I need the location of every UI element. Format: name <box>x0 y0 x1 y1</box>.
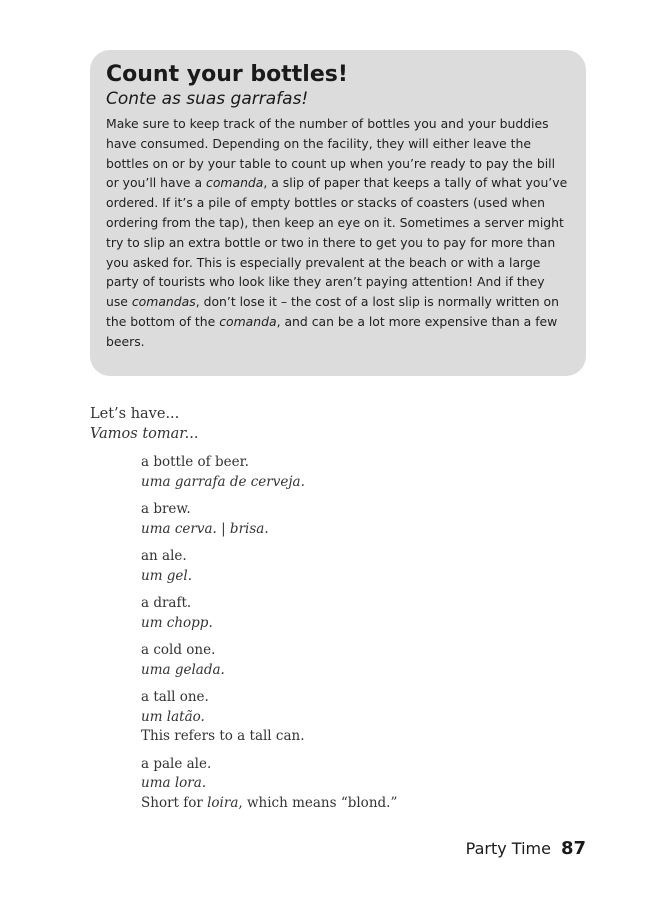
section-title: Party Time <box>465 839 551 858</box>
tip-title: Count your bottles! <box>106 62 348 87</box>
tip-box <box>90 50 586 376</box>
tip-subtitle: Conte as suas garrafas! <box>106 89 309 109</box>
phrase-item <box>141 755 561 814</box>
tip-term-comanda: comanda <box>219 313 277 329</box>
tip-body-text: , don’t lose it – the cost of a lost slip is normally written on the bottom of the <box>106 294 559 329</box>
phrase-portuguese: uma garrafa de cerveja. <box>141 473 305 490</box>
page-footer <box>466 838 586 859</box>
tip-body-text: , and can be a lot more expensive than a few beers. <box>106 313 558 349</box>
phrase-english: a tall one. <box>141 689 209 705</box>
phrase-english: an ale. <box>141 548 187 564</box>
phrase-item <box>141 688 561 747</box>
phrase-intro <box>90 404 198 444</box>
phrase-item <box>141 547 561 586</box>
phrase-item <box>141 453 561 492</box>
note-term: loira <box>207 794 239 811</box>
phrase-item <box>141 500 561 539</box>
tip-body-text: , a slip of paper that keeps a tally of what you’ve ordered. If it’s a pile of empty bottles or stacks of coasters (used when ordering from the tap), then keep an eye on it. Sometimes a server might try to slip an extra bottle or two in there to get you to pay for more than you asked for. This is especially prevalent at the beach or with a large party of tourists who look like they aren’t paying attention! And if they use <box>106 175 568 310</box>
phrase-portuguese: um latão. <box>141 708 205 725</box>
tip-body <box>106 114 570 352</box>
phrase-portuguese: uma lora. <box>141 775 207 791</box>
note-text: Short for <box>141 794 208 811</box>
phrase-portuguese: uma gelada. <box>141 661 225 678</box>
intro-english: Let’s have... <box>90 406 180 422</box>
phrase-item <box>141 641 561 680</box>
phrase-portuguese: um gel. <box>141 567 193 584</box>
phrase-english: a brew. <box>141 501 191 517</box>
page-number: 87 <box>560 838 586 859</box>
phrase-list <box>141 453 561 821</box>
note-text: , which means “blond.” <box>238 794 398 811</box>
phrase-note: This refers to a tall can. <box>141 728 305 744</box>
phrase-note <box>141 794 561 814</box>
phrase-item <box>141 594 561 633</box>
phrase-english: a draft. <box>141 595 192 611</box>
tip-term-comanda: comanda <box>206 175 264 191</box>
phrase-english: a pale ale. <box>141 755 212 772</box>
intro-portuguese: Vamos tomar... <box>90 426 199 442</box>
phrase-portuguese: um chopp. <box>141 614 213 631</box>
phrase-portuguese: uma cerva. | brisa. <box>141 520 269 537</box>
phrase-english: a bottle of beer. <box>141 454 249 470</box>
tip-term-comandas: comandas <box>131 294 196 310</box>
tip-body-text: Make sure to keep track of the number of bottles you and your buddies have consumed. Depending on the facility, they will either leave the bottles on or by your table to count up when you’re ready to pay the bill or you’ll have a <box>106 116 556 191</box>
phrase-english: a cold one. <box>141 642 216 658</box>
